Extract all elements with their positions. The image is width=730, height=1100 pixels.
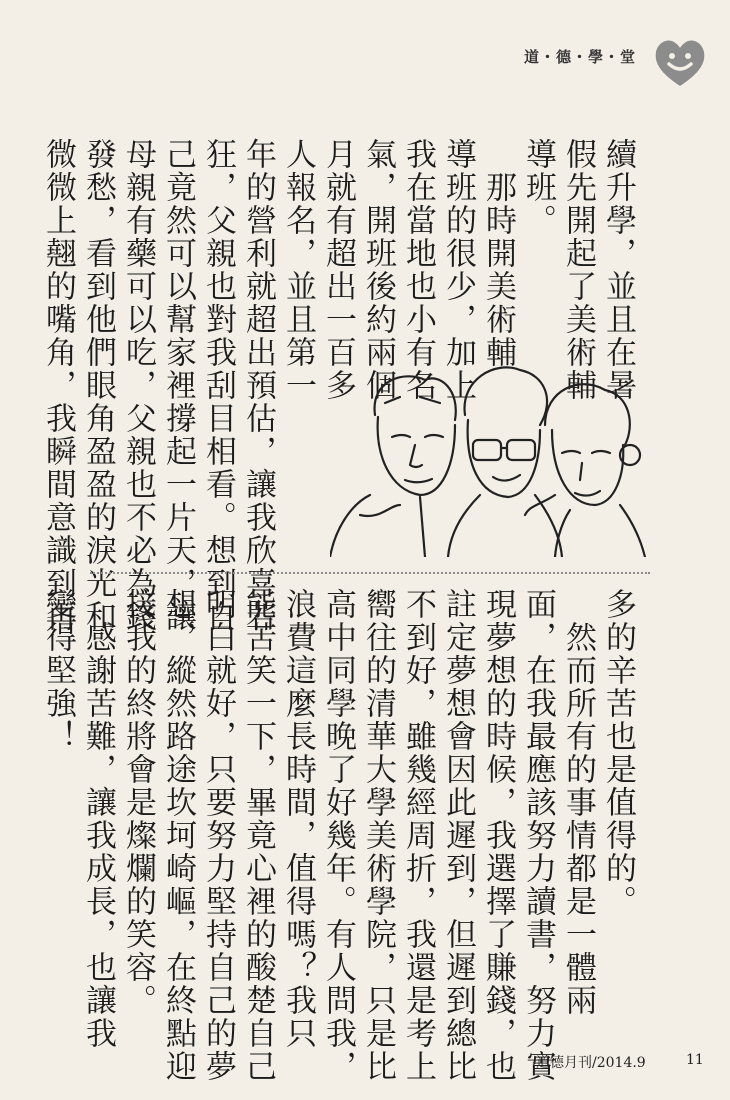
top-body-text: 續升學，並且在暑 假先開起了美術輔 導班。 那時開美術輔 導班的很少，加上 我在當地也小有名 氣，開班後約兩個 月就有超出一百多 人報名，並且第一 年的營利就超出預估，讓我欣喜若 狂，父親也對我刮目相看。想到自 己竟然可以幫家裡撐起一片天，讓 母親有藥可以吃，父親也不必為錢 發愁，看到他們眼角盈盈的淚光和 微微上翹的嘴角，我瞬間意識到再: [40, 138, 636, 633]
header-title: 道・德・學・堂: [523, 48, 636, 66]
footer-journal: 道德月刊/2014.9: [536, 1055, 646, 1071]
page-number: 11: [686, 1052, 704, 1068]
smiley-heart-icon: [652, 34, 708, 90]
bottom-body-text: 多的辛苦也是值得的。 然而所有的事情都是一體兩 面，在我最應該努力讀書，努力實 現夢想的時候，我選擇了賺錢，也 註定夢想會因此遲到，但遲到總比 不到好，雖幾經周折，我還是考上 嚮往的清華大學美術學院，只是比 高中同學晚了好幾年。有人問我， 浪費這麼長時間，值得嗎？我只 能苦笑一下，畢竟心裡的酸楚自己 明白就好，只要努力堅持自己的夢 想，縱然路途坎坷崎嶇，在終點迎 接我的終將會是燦爛的笑容。 感謝苦難，讓我成長，也讓我 變得堅強！: [40, 588, 636, 1083]
family-embrace-illustration: [330, 345, 650, 557]
section-divider: [90, 572, 650, 574]
